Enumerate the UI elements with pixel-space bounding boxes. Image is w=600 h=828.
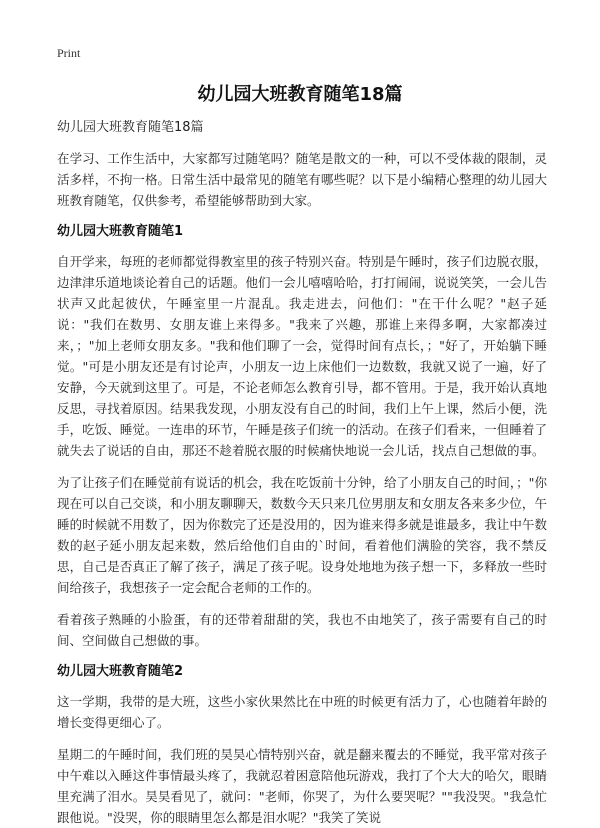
document-subtitle: 幼儿园大班教育随笔18篇 xyxy=(57,120,204,135)
section-1-paragraph-2: 为了让孩子们在睡觉前有说话的机会，我在吃饭前十分钟，给了小朋友自己的时间，；"你现在可以自己交谈，和小朋友聊聊天，数数今天只来几位男朋友和女朋友各来多少位，午睡的时候就不用数了，因为你数完了还是没用的，因为谁来得多就是谁最多，我让中午数数的赵子延小朋友起来数，然后给他们自由的`时间，看着他们满脸的笑容，我不禁反思，自己是否真正了解了孩子，满足了孩子呢。设身处地地为孩子想一下，多释放一些时间给孩子，我想孩子一定会配合老师的工作的。 xyxy=(57,475,547,595)
print-link[interactable]: Print xyxy=(57,46,81,60)
section-heading-1: 幼儿园大班教育随笔1 xyxy=(57,224,184,239)
document-body xyxy=(57,119,547,825)
document-title: 幼儿园大班教育随笔18篇 xyxy=(197,84,403,105)
section-1-paragraph-3: 看着孩子熟睡的小脸蛋，有的还带着甜甜的笑，我也不由地笑了，孩子需要有自己的时间、空间做自己想做的事。 xyxy=(57,612,547,648)
section-1-paragraph-1: 自开学来，每班的老师都觉得教室里的孩子特别兴奋。特别是午睡时，孩子们边脱衣服，边津津乐道地谈论着自己的话题。他们一会儿嘻嘻哈哈，打打闹闹，说说笑笑，一会儿告状声又此起彼伏，午睡室里一片混乱。我走进去，问他们："在干什么呢？"赵子延说："我们在数男、女朋友谁上来得多。"我来了兴趣，那谁上来得多啊，大家都凑过来，；"加上老师女朋友多。"我和他们聊了一会，觉得时间有点长，；"好了，开始躺下睡觉。"可是小朋友还是有讨论声，小朋友一边上床他们一边数数，我就又说了一遍，好了安静，今天就到这里了。可是，不论老师怎么教育引导，都不管用。于是，我开始认真地反思，寻找着原因。结果我发现，小朋友没有自己的时间，我们上午上课，然后小便，洗手，吃饭、睡觉。一连串的环节，午睡是孩子们统一的活动。在孩子们看来，一但睡着了就失去了说话的自由，那还不趁着脱衣服的时候痛快地说一会儿话，找点自己想做的事。 xyxy=(57,254,547,458)
section-2-paragraph-2: 星期二的午睡时间，我们班的昊昊心情特别兴奋，就是翻来覆去的不睡觉，我平常对孩子中午难以入睡这件事情最头疼了，我就忍着困意陪他玩游戏，我打了个大大的哈欠，眼睛里充满了泪水。昊昊看见了，就问："老师，你哭了，为什么要哭呢？""我没哭。"我急忙跟他说。"没哭，你的眼睛里怎么都是泪水呢？"我笑了笑说 xyxy=(57,747,547,825)
intro-paragraph: 在学习、工作生活中，大家都写过随笔吗？随笔是散文的一种，可以不受体裁的限制，灵活多样，不拘一格。日常生活中最常见的随笔有哪些呢？以下是小编精心整理的幼儿园大班教育随笔，仅供参考，希望能够帮助到大家。 xyxy=(57,151,547,208)
section-2-paragraph-1: 这一学期，我带的是大班，这些小家伙果然比在中班的时候更有活力了，心也随着年龄的增长变得更细心了。 xyxy=(57,694,547,730)
section-heading-2: 幼儿园大班教育随笔2 xyxy=(57,664,184,679)
